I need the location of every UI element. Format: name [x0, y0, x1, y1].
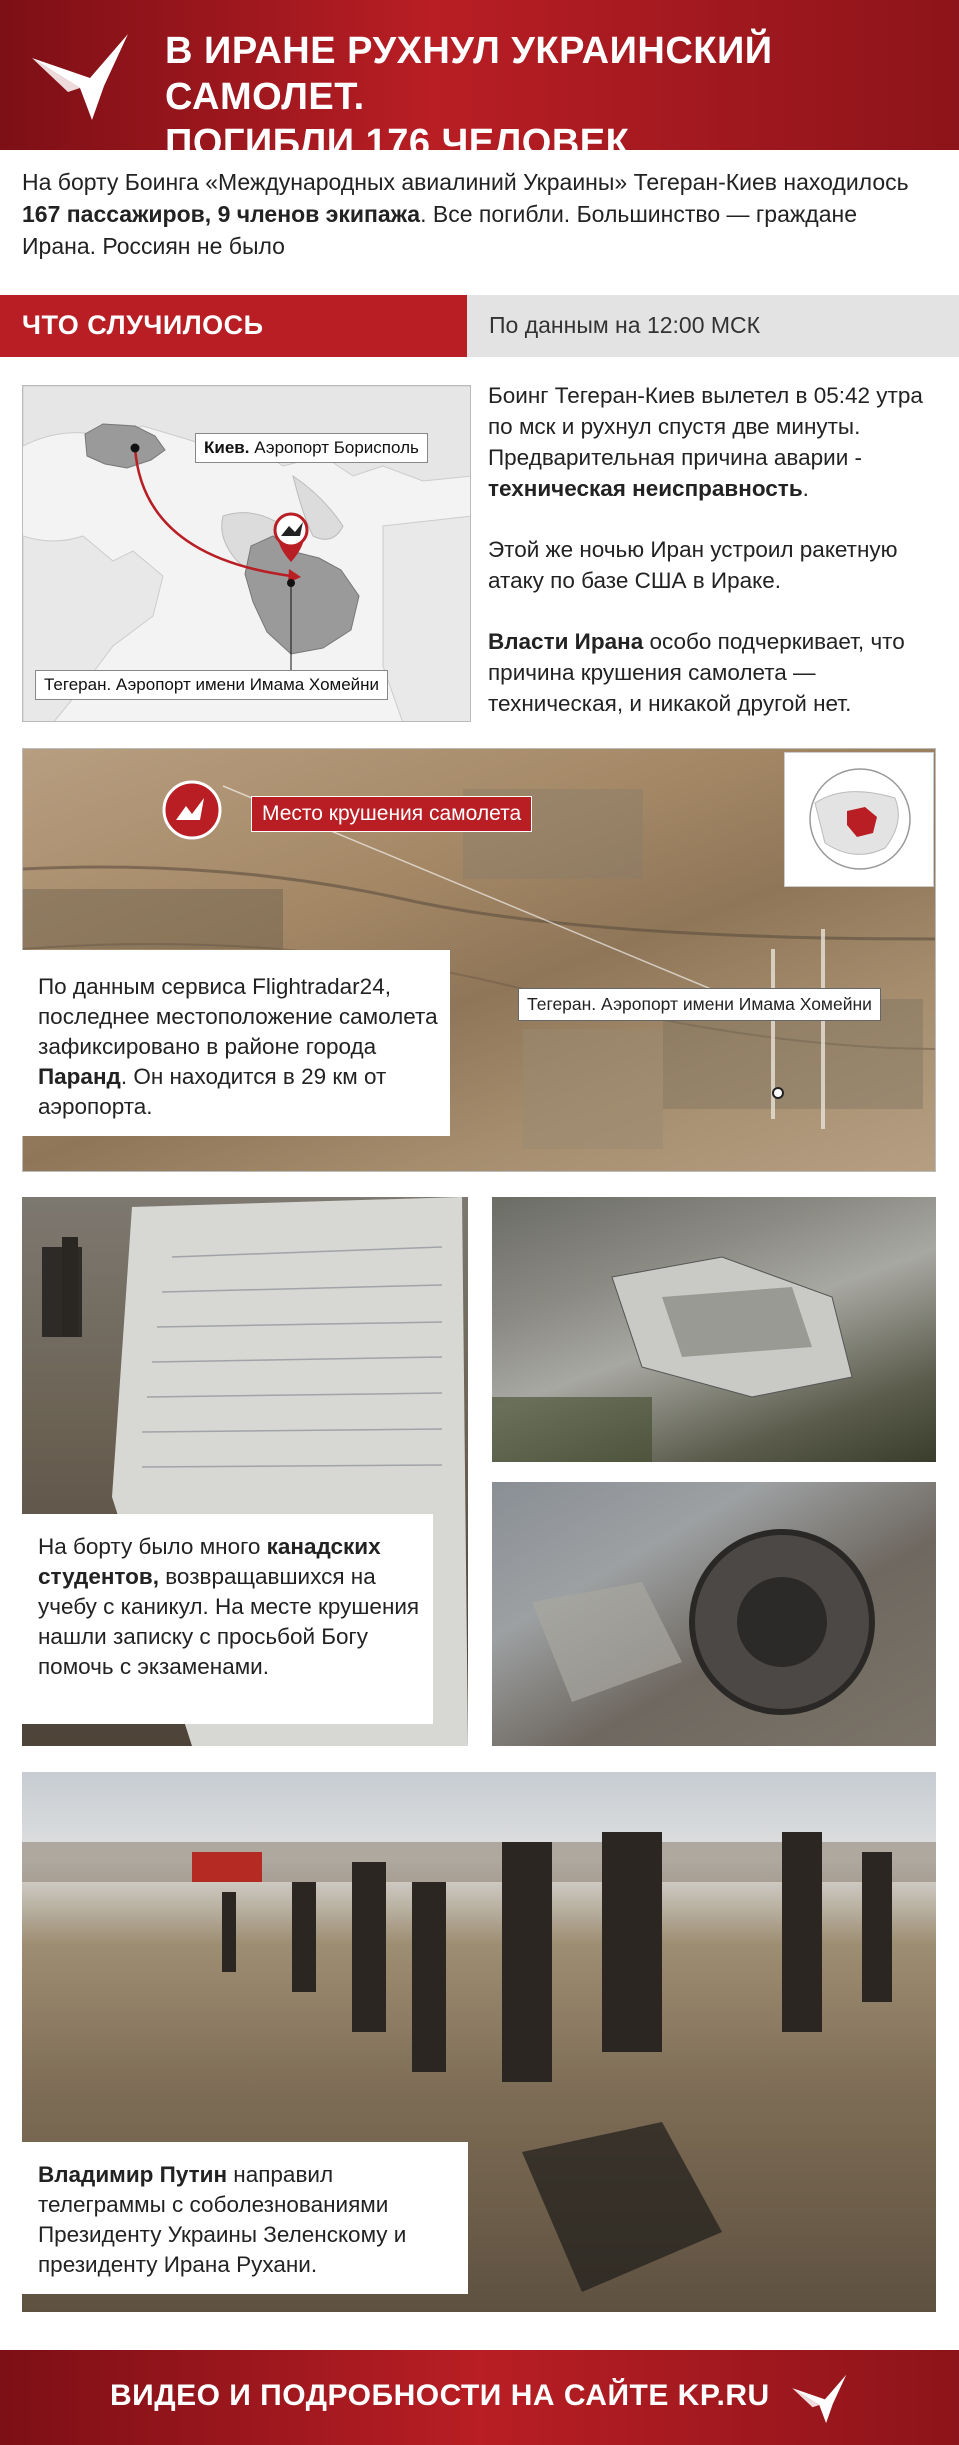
globe-icon [785, 753, 935, 888]
crash-site-icon [160, 778, 224, 842]
section-title: ЧТО СЛУЧИЛОСЬ [22, 310, 264, 340]
footer-link-text[interactable]: ВИДЕО И ПОДРОБНОСТИ НА САЙТЕ KP.RU [110, 2379, 770, 2412]
header-banner [0, 0, 959, 164]
footer-banner[interactable] [0, 2350, 959, 2445]
title-line-1: В ИРАНЕ РУХНУЛ УКРАИНСКИЙ САМОЛЕТ. [165, 30, 773, 118]
route-map [22, 385, 471, 722]
globe-inset [784, 752, 934, 887]
lead-paragraph: На борту Боинга «Международных авиалиний Украины» Тегеран-Киев находилось 167 пассажиров, 9 членов экипажа. Все погибли. Большинство — граждане Ирана. Россиян не было [22, 169, 909, 259]
kp-swallow-logo-icon[interactable] [28, 28, 138, 123]
kp-swallow-logo-icon[interactable] [790, 2370, 852, 2426]
tehran-label: Тегеран. Аэропорт имени Имама Хомейни [35, 670, 388, 700]
kiev-label: Киев. Аэропорт Борисполь [195, 433, 428, 463]
putin-text: Владимир Путин направил телеграммы с соболезнованиями Президенту Украины Зеленскому и президенту Ирана Рухани. [22, 2142, 468, 2294]
crash-site-label: Место крушения самолета [251, 796, 532, 832]
title-line-2: ПОГИБЛИ 176 ЧЕЛОВЕК [165, 122, 630, 164]
flightradar-text: По данным сервиса Flightradar24, последнее местоположение самолета зафиксировано в районе города Паранд. Он находится в 29 км от аэропорта. [22, 950, 450, 1136]
students-note-text: На борту было много канадских студентов, возвращавшихся на учебу с каникул. На месте крушения нашли записку с просьбой Богу помочь с экзаменами. [22, 1514, 433, 1724]
side-text: Боинг Тегеран-Киев вылетел в 05:42 утра по мск и рухнул спустя две минуты. Предварительная причина аварии - техническая неисправность. Этой же ночью Иран устроил ракетную атаку по базе США в Ираке. Власти Ирана особо подчеркивает, что причина крушения самолета — техническая, и никакой другой нет. [488, 383, 923, 716]
airport-label: Тегеран. Аэропорт имени Имама Хомейни [518, 988, 881, 1021]
page-title [165, 28, 945, 166]
wreckage-photo-1 [492, 1197, 936, 1462]
section-bar [0, 295, 959, 357]
wreckage-photo-2 [492, 1482, 936, 1746]
section-status: По данным на 12:00 МСК [489, 312, 761, 338]
wreckage-graphic-2 [492, 1482, 936, 1746]
wreckage-graphic-1 [492, 1197, 936, 1462]
